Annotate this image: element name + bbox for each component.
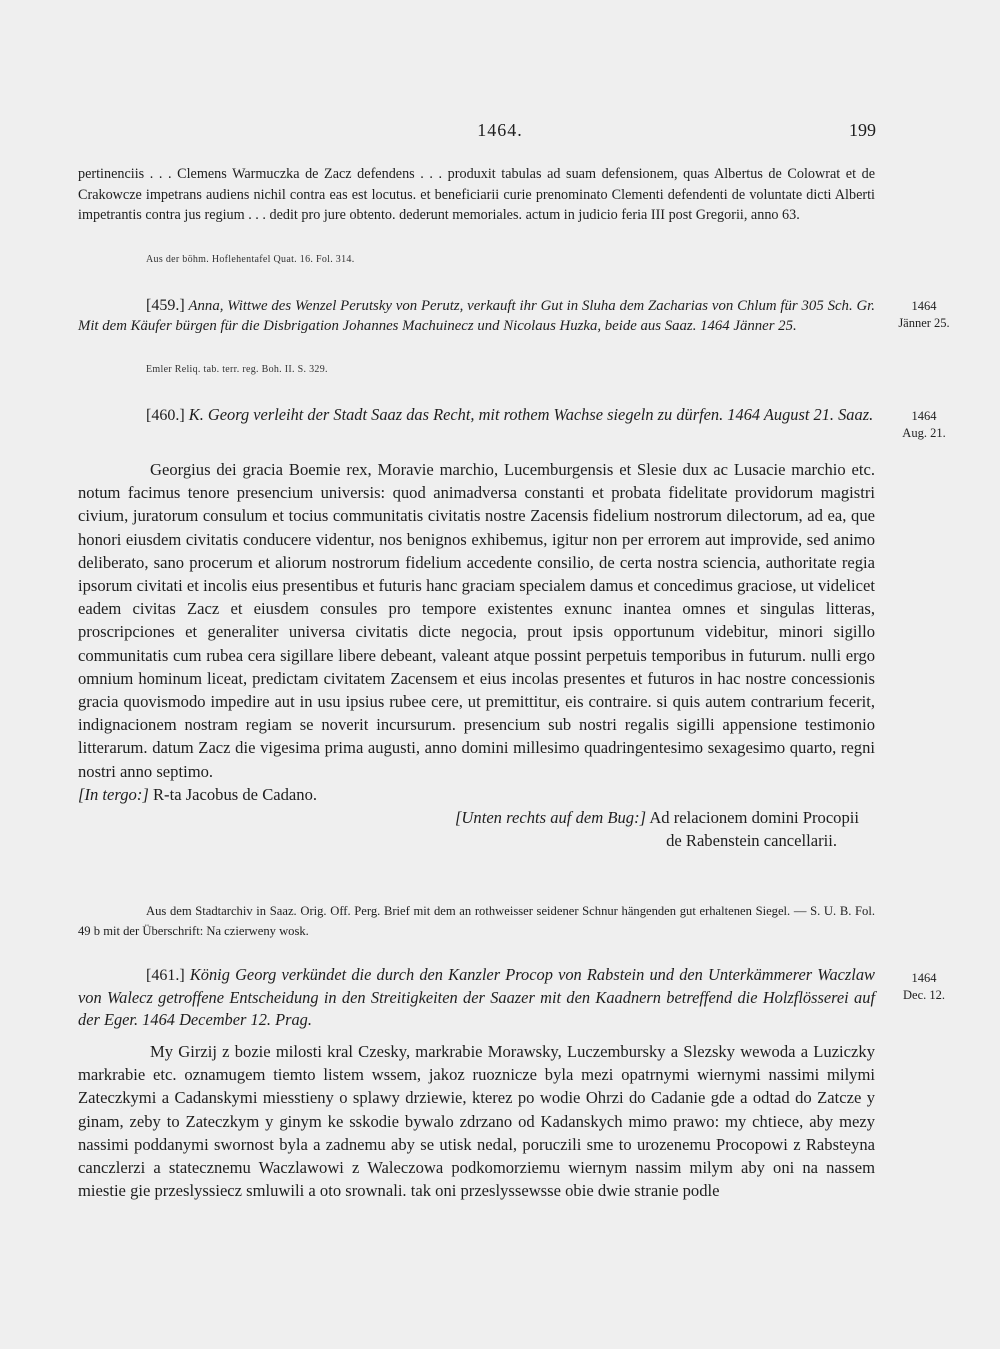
entry-459-margin-day: Jänner 25.	[898, 316, 950, 330]
entry-459-margin-year: 1464	[911, 299, 937, 313]
entry-460-margin-date	[884, 408, 964, 442]
entry-460-title: K. Georg verleiht der Stadt Saaz das Recht, mit rothem Wachse siegeln zu dürfen. 1464 August 21. Saaz.	[188, 405, 874, 424]
entry-460-unten-line2: de Rabenstein cancellarii.	[666, 831, 837, 851]
entry-460-source: Aus dem Stadtarchiv in Saaz. Orig. Off. Perg. Brief mit dem an rothweisser seidener Schnur hängenden gut erhaltenen Siegel. — S. U. B. Fol. 49 b mit der Überschrift: Na czierweny wosk.	[78, 904, 875, 938]
entry-459-heading	[78, 296, 875, 336]
entry-460-unten-line1	[78, 806, 875, 829]
entry-461-title: König Georg verkündet die durch den Kanzler Procop von Rabstein und den Unterkämmerer Waczlaw von Walecz getroffene Entscheidung in den Streitigkeiten der Saazer mit den Kaadnern betreffend die Holzflösserei auf der Eger. 1464 December 12. Prag.	[78, 965, 875, 1029]
intro-paragraph: pertinenciis . . . Clemens Warmuczka de Zacz defendens . . . produxit tabulas ad suam defensionem, quas Albertus de Colowrat et de Crakowcze impetrans audiens nichil contra eas est locutus. et beneficiarii curie prenominato Clementi defendenti de voluntate dicti Alberti impetrantis contra jus regium . . . dedit pro jure obtento. dederunt memoriales. actum in judicio feria III post Gregorii, anno 63.	[78, 166, 875, 224]
entry-459-source: Emler Reliq. tab. terr. reg. Boh. II. S. 329.	[146, 364, 328, 375]
entry-461-margin-date	[884, 970, 964, 1004]
entry-461-margin-year: 1464	[911, 971, 937, 985]
in-tergo-text: R-ta Jacobus de Cadano.	[152, 784, 318, 804]
entry-460-heading	[78, 404, 875, 427]
entry-459-margin-date	[884, 298, 964, 332]
entry-460-margin-day: Aug. 21.	[902, 426, 946, 440]
entry-460-margin-year: 1464	[911, 409, 937, 423]
unten-label: [Unten rechts auf dem Bug:]	[454, 808, 647, 828]
entry-461-body	[78, 1040, 875, 1202]
unten-text-1: Ad relacionem domini Procopii	[649, 808, 859, 828]
intro-source: Aus der böhm. Hoflehentafel Quat. 16. Fol. 314.	[146, 254, 355, 265]
entry-460-number: [460.]	[146, 407, 185, 424]
entry-460-in-tergo	[78, 783, 875, 806]
entry-461-text: My Girzij z bozie milosti kral Czesky, markrabie Morawsky, Luczemburskу a Slezsky wewoda a Luziczky markrabie etc. oznamugem tiemto listem wssem, jakoz ruoznicze byla mezi opatrnymi wiernymi nassimi milymi Zateczkymi a Cadanskymi miesstieny o splawy drziewie, kterez po wodie Ohrzi do Cadanie gde a odtad do Zatcze y ginam, zeby to Zateczkym y ginym ke sskodie bywalo zdrzano od Kadanskych mimo prawo: my chtiece, aby mezy nassimi poddanymi swornost byla a zadnemu aby se utisk nedal, poruczili sme to urozenemu Procopowi z Rabsteyna canczlerzi a statecznemu Waczlawowi z Waleczowa podkomorziemu wiernym nassim milym aby oni na nassem miestie gie przeslyssiecz smluwili a oto srownali. tak oni przeslyssewsse obie dwie stranie podle	[78, 1042, 875, 1201]
entry-460-body	[78, 458, 875, 852]
in-tergo-label: [In tergo:]	[78, 784, 149, 804]
entry-459-number: [459.]	[146, 297, 185, 314]
running-head-year: 1464.	[477, 120, 523, 140]
entry-460-text: Georgius dei gracia Boemie rex, Moravie marchio, Lucemburgensis et Slesie dux ac Lusacie marchio etc. notum facimus tenore presencium universis: quod animadversa constanti et probata fidelitate providorum magistri civium, juratorum consulum et tocius communitatis civitatis nostre Zacensis fidelium nostrorum dilectorum, ad ea, que honori eiusdem civitatis conducere videntur, nos benignos exhibemus, igitur non per errorem aut improvide, sed animo deliberato, sano procerum et aliorum nostrorum fidelium accedente consilio, de certa nostra sciencia, authoritate regia ipsorum civitati et incolis eius presentibus et futuris hanc graciam specialem damus et concedimus graciose, ut videlicet eadem civitas Zacz et eiusdem consules pro tempore existentes exnunc inantea omnes et singulas litteras, proscripciones et generaliter universa civitatis dicte negocia, prout ipsis opportunum videbitur, minori sigillo communitatis cum rubea cera sigillare libere debeant, valeant atque possint perpetuis temporibus in futurum. nulli ergo omnium hominum liceat, predictam civitatem Zacensem et eius incolas presentes et futuros in hac nostre concessionis gracia quovismodo impedire aut in usu ipsius rubee cere, ut premittitur, eis contraire. si quis autem contrarium fecerit, indignacionem nostram regiam se noverit incursurum. presencium sub nostri regalis sigilli appensione testimonio litterarum. datum Zacz die vigesima prima augusti, anno domini millesimo quadringentesimo sexagesimo quarto, regni nostri anno septimo.	[78, 460, 875, 781]
entry-459-title: Anna, Wittwe des Wenzel Perutsky von Perutz, verkauft ihr Gut in Sluha dem Zacharias von Chlum für 305 Sch. Gr. Mit dem Käufer bürgen für die Disbrigation Johannes Machuinecz und Nicolaus Huzka, beide aus Saaz. 1464 Jänner 25.	[78, 298, 875, 334]
page-number: 199	[849, 120, 876, 140]
entry-461-heading	[78, 964, 875, 1031]
entry-461-margin-day: Dec. 12.	[903, 988, 945, 1002]
entry-461-number: [461.]	[146, 967, 185, 984]
